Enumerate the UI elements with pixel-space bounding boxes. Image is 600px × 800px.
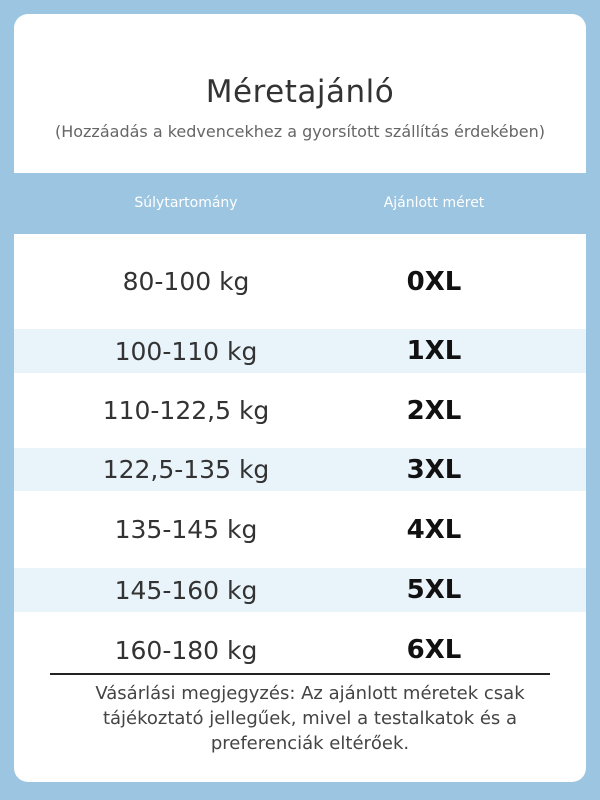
- size-cell: 3XL: [406, 454, 462, 485]
- header-recommended-size: Ajánlott méret: [383, 195, 485, 211]
- page-title: Méretajánló: [205, 74, 395, 110]
- size-cell: 6XL: [406, 635, 462, 665]
- size-cell: 1XL: [406, 336, 462, 366]
- table-row: [14, 373, 586, 448]
- weight-cell: 80-100 kg: [122, 267, 250, 296]
- weight-cell: 100-110 kg: [114, 336, 258, 366]
- size-cell: 2XL: [406, 395, 462, 426]
- page-subtitle: (Hozzáadás a kedvencekhez a gyorsított szállítás érdekében): [54, 122, 546, 141]
- table-row: [14, 448, 586, 491]
- table-row: [14, 234, 586, 329]
- header-weight-range: Súlytartomány: [134, 195, 238, 211]
- table-row: [14, 491, 586, 568]
- size-cell: 5XL: [406, 575, 462, 605]
- divider-line: [50, 673, 550, 675]
- weight-cell: 160-180 kg: [114, 635, 258, 665]
- size-cell: 0XL: [406, 266, 462, 297]
- weight-cell: 135-145 kg: [114, 515, 258, 544]
- table-row: [14, 568, 586, 612]
- weight-cell: 110-122,5 kg: [102, 396, 270, 425]
- size-guide-card: [14, 14, 586, 782]
- weight-cell: 122,5-135 kg: [102, 455, 270, 484]
- table-row: [14, 329, 586, 373]
- size-cell: 4XL: [406, 514, 462, 545]
- table-row: [14, 612, 586, 688]
- purchase-note: Vásárlási megjegyzés: Az ajánlott méretek csak tájékoztató jellegűek, mivel a testalkatok és a preferenciák eltérőek.: [95, 683, 525, 754]
- weight-cell: 145-160 kg: [114, 575, 258, 605]
- table-header: [14, 173, 586, 234]
